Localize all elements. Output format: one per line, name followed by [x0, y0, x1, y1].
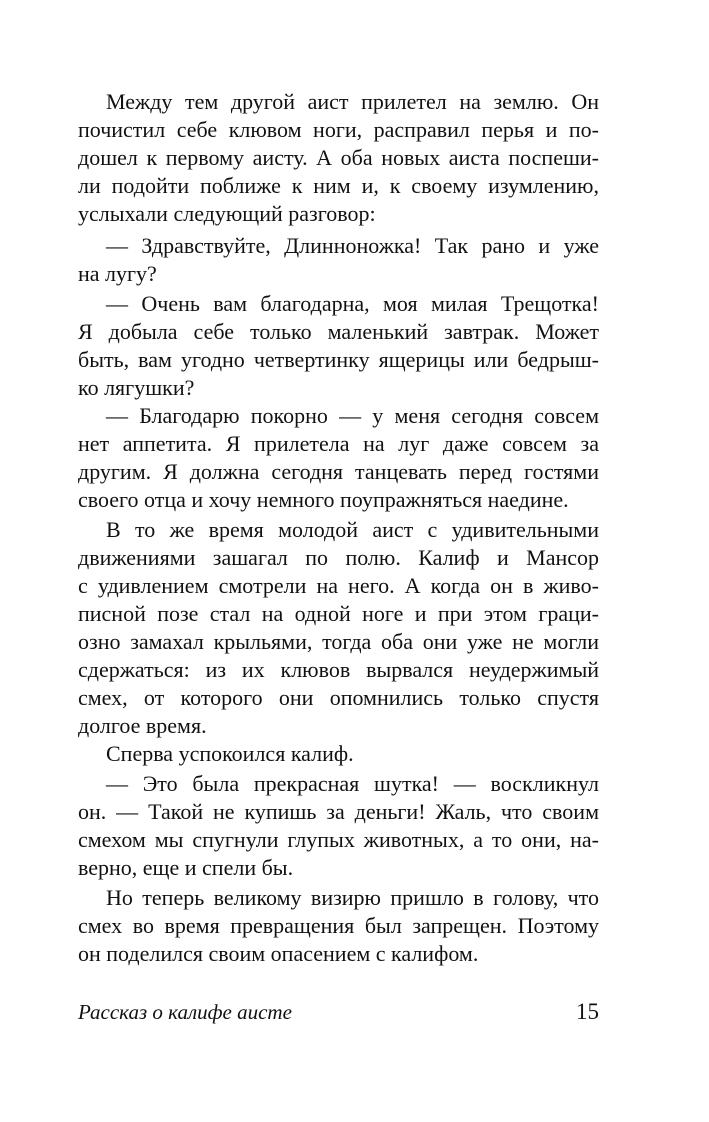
text-line: Я добыла себе только маленький завтрак. Может: [78, 319, 599, 344]
text-line: с удивлением смотрели на него. А когда он в живо-: [78, 573, 599, 598]
text-line: Сперва успокоился калиф.: [106, 741, 354, 766]
text-line: верно, еще и спели бы.: [78, 855, 294, 880]
text-line: нет аппетита. Я прилетела на луг даже совсем за: [78, 431, 599, 456]
text-line: своего отца и хочу немного поупражняться наедине.: [78, 487, 569, 512]
text-line: долгое время.: [78, 713, 207, 738]
text-line: — Здравствуйте, Длинноножка! Так рано и уже: [106, 233, 599, 258]
text-line: другим. Я должна сегодня танцевать перед гостями: [78, 459, 599, 484]
text-line: озно замахал крыльями, тогда оба они уже не могли: [78, 629, 599, 654]
text-line: — Это была прекрасная шутка! — воскликнул: [106, 771, 599, 796]
page-number: 15: [576, 999, 599, 1024]
text-line: — Благодарю покорно — у меня сегодня совсем: [106, 403, 599, 428]
running-footer-title: Рассказ о калифе аисте: [78, 1000, 292, 1024]
text-line: услыхали следующий разговор:: [78, 201, 376, 226]
text-line: ли подойти поближе к ним и, к своему изумлению,: [78, 173, 599, 198]
text-line: — Очень вам благодарна, моя милая Трещотка!: [106, 291, 599, 316]
text-line: Между тем другой аист прилетел на землю. Он: [106, 89, 599, 114]
text-line: смех, от которого они опомнились только спустя: [78, 685, 599, 710]
text-line: смехом мы спугнули глупых животных, а то они, на-: [78, 827, 599, 852]
text-line: смех во время превращения был запрещен. Поэтому: [78, 913, 599, 938]
text-line: сдержаться: из их клювов вырвался неудержимый: [78, 657, 599, 682]
text-line: почистил себе клювом ноги, расправил перья и по-: [78, 117, 599, 142]
text-line: Но теперь великому визирю пришло в голову, что: [106, 885, 599, 910]
text-line: писной позе стал на одной ноге и при этом граци-: [78, 601, 599, 626]
text-line: движениями зашагал по полю. Калиф и Мансор: [78, 545, 599, 570]
text-line: В то же время молодой аист с удивительными: [106, 517, 599, 542]
text-line: на лугу?: [78, 261, 157, 286]
text-line: быть, вам угодно четвертинку ящерицы или бедрыш-: [78, 347, 599, 372]
text-line: он. — Такой не купишь за деньги! Жаль, что своим: [78, 799, 599, 824]
text-line: дошел к первому аисту. А оба новых аиста поспеши-: [78, 145, 599, 170]
text-line: ко лягушки?: [78, 375, 195, 400]
text-line: он поделился своим опасением с калифом.: [78, 941, 479, 966]
